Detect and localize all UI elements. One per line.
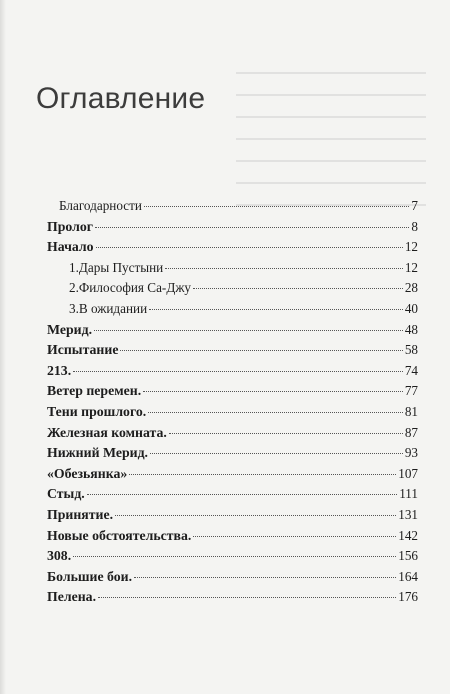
dot-leader (150, 453, 403, 454)
dot-leader (193, 536, 396, 537)
toc-entry-page: 77 (404, 383, 418, 399)
toc-entry-page: 7 (411, 198, 418, 213)
toc-entry-label: Тени прошлого. (47, 403, 147, 419)
toc-entry-label: Железная комната. (47, 424, 167, 440)
toc-entry-label: «Обезьянка» (47, 465, 128, 481)
toc-entry (47, 526, 418, 547)
toc-entry (47, 505, 418, 526)
toc-entry-label: 308. (47, 548, 72, 564)
toc-entry-label: Принятие. (47, 506, 114, 522)
toc-entry (47, 587, 418, 608)
toc-entry-page: 111 (399, 486, 418, 502)
dot-leader (143, 391, 403, 392)
dot-leader (98, 597, 396, 598)
dot-leader (148, 412, 403, 413)
toc-entry-page: 107 (398, 465, 418, 481)
toc-entry-page: 164 (398, 568, 418, 584)
dot-leader (87, 494, 397, 495)
dot-leader (96, 247, 403, 248)
toc-entry (47, 196, 418, 217)
toc-entry-label: Мерид. (47, 321, 93, 337)
toc-entry-page: 48 (404, 321, 418, 337)
toc-entry-page: 28 (404, 280, 418, 296)
dot-leader (169, 433, 403, 434)
toc-entry (47, 361, 418, 382)
dot-leader (144, 206, 409, 207)
toc-entry (47, 217, 418, 238)
dot-leader (94, 330, 403, 331)
dot-leader (149, 309, 403, 310)
toc-entry-label: Пелена. (47, 589, 97, 605)
toc-entry-label: Нижний Мерид. (47, 445, 148, 461)
dot-leader (165, 268, 403, 269)
dot-leader (73, 556, 396, 557)
toc-entry-label: 3.В ожидании (69, 300, 148, 316)
toc-entry-page: 58 (404, 342, 418, 358)
toc-entry (47, 443, 418, 464)
page-title: Оглавление (36, 82, 206, 115)
toc-entry-label: Испытание (47, 342, 119, 358)
toc-entry-label: Ветер перемен. (47, 383, 142, 399)
toc-entry (47, 278, 418, 299)
toc-entry-label: Большие бои. (47, 568, 133, 584)
page-edge-shadow (0, 0, 6, 694)
toc-entry-label: Благодарности (59, 198, 142, 213)
toc-entry (47, 402, 418, 423)
toc-entry-page: 93 (404, 445, 418, 461)
toc-entry-page: 142 (398, 527, 418, 543)
dot-leader (129, 474, 396, 475)
toc-entry-label: 213. (47, 362, 72, 378)
toc-entry-label: Пролог (47, 218, 94, 234)
toc-entry-page: 81 (404, 403, 418, 419)
toc-entry-label: Начало (47, 239, 94, 255)
toc-entry-page: 74 (404, 362, 418, 378)
toc-entry-page: 12 (404, 239, 418, 255)
toc-entry-label: 1.Дары Пустыни (69, 259, 164, 275)
toc-entry (47, 484, 418, 505)
toc-entry (47, 381, 418, 402)
toc-entry (47, 340, 418, 361)
toc-entry (47, 546, 418, 567)
toc-entry-page: 87 (404, 424, 418, 440)
table-of-contents (47, 196, 418, 608)
toc-entry (47, 464, 418, 485)
toc-entry (47, 299, 418, 320)
toc-entry-page: 8 (411, 218, 418, 234)
toc-entry-page: 40 (404, 300, 418, 316)
toc-entry (47, 423, 418, 444)
dot-leader (134, 577, 396, 578)
dot-leader (115, 515, 396, 516)
toc-entry-label: Стыд. (47, 486, 85, 502)
toc-entry (47, 258, 418, 279)
toc-entry (47, 320, 418, 341)
toc-entry-page: 12 (404, 259, 418, 275)
dot-leader (120, 350, 402, 351)
dot-leader (193, 288, 403, 289)
toc-entry-page: 156 (398, 548, 418, 564)
toc-entry (47, 567, 418, 588)
dot-leader (73, 371, 403, 372)
toc-entry (47, 237, 418, 258)
toc-entry-page: 176 (398, 589, 418, 605)
toc-entry-page: 131 (398, 506, 418, 522)
toc-entry-label: 2.Философия Са-Джу (69, 280, 192, 296)
dot-leader (95, 227, 409, 228)
toc-entry-label: Новые обстоятельства. (47, 527, 192, 543)
